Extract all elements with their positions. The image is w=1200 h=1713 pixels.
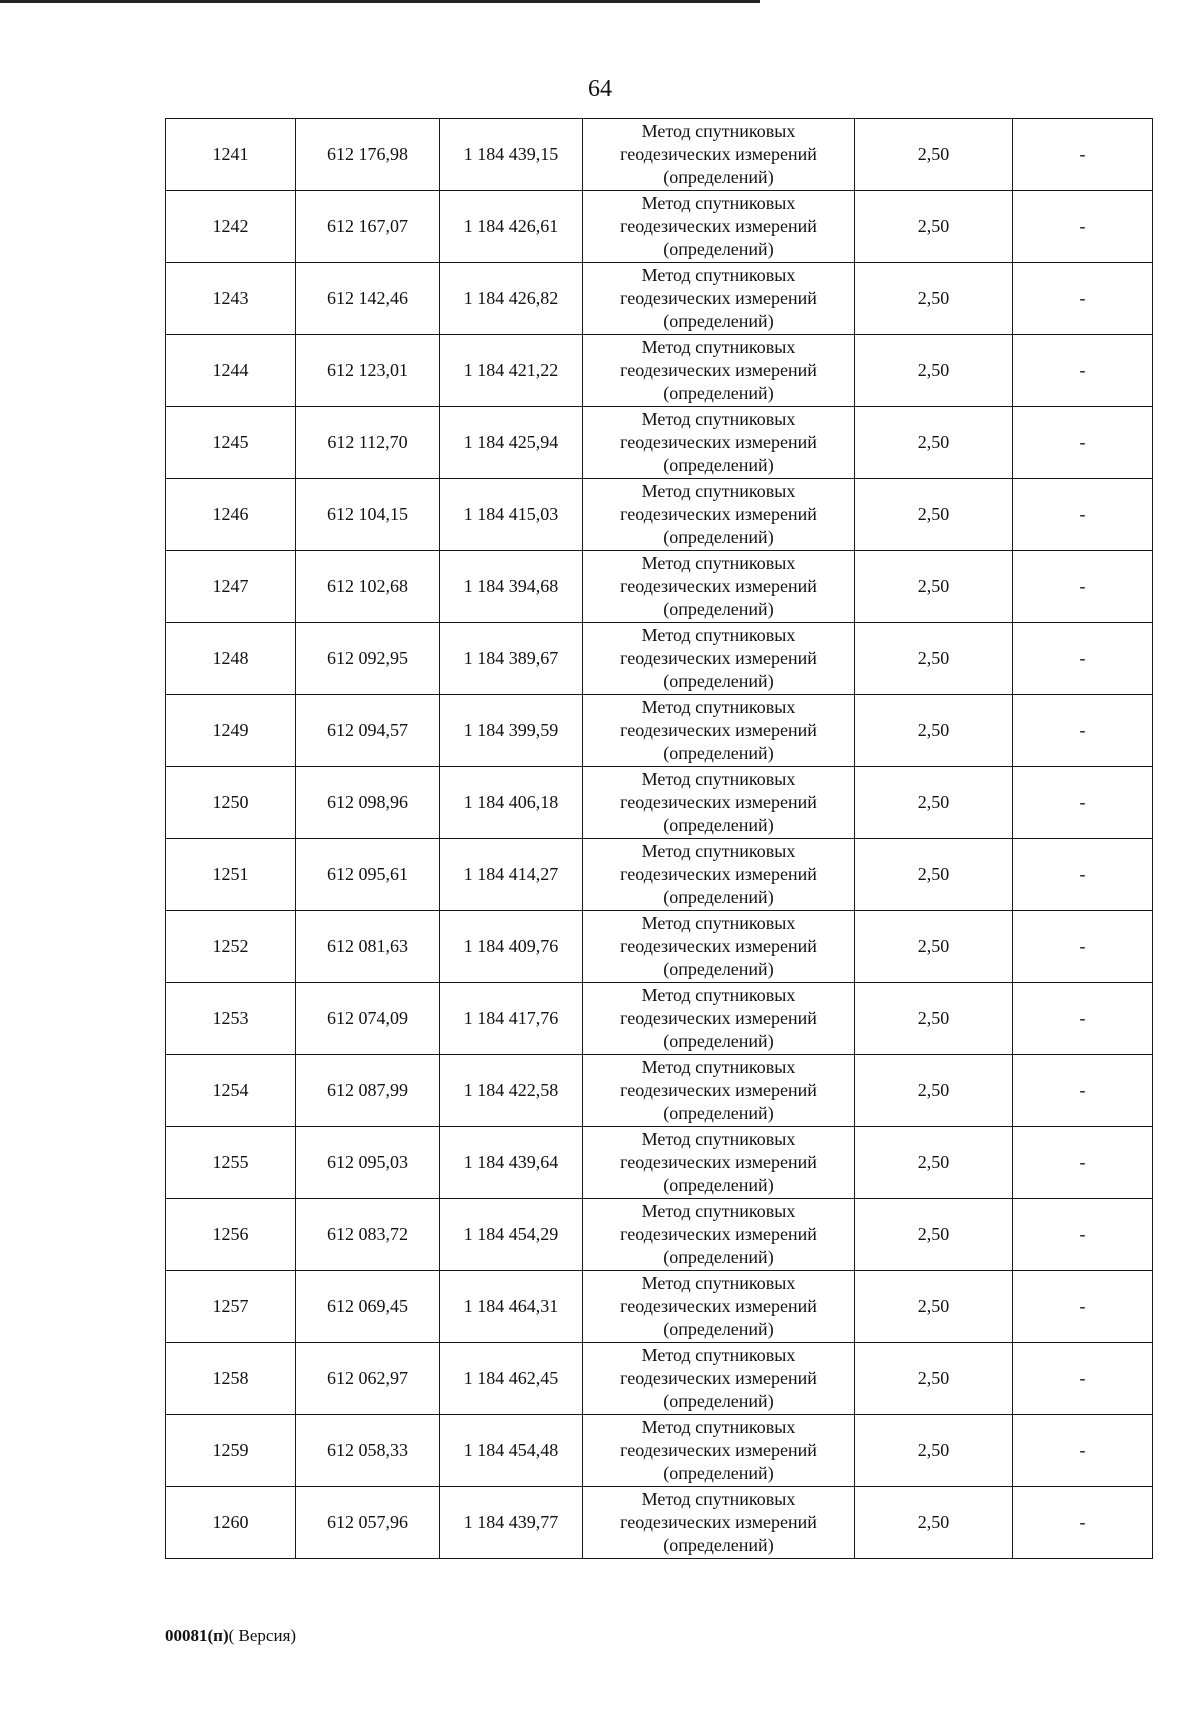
method-line-3: (определений) xyxy=(663,887,774,907)
accuracy-cell: 2,50 xyxy=(855,623,1013,695)
accuracy-cell: 2,50 xyxy=(855,263,1013,335)
x-coordinate-cell: 612 123,01 xyxy=(296,335,440,407)
method-line-2: геодезических измерений xyxy=(620,1008,817,1028)
x-coordinate-cell: 612 087,99 xyxy=(296,1055,440,1127)
method-line-2: геодезических измерений xyxy=(620,1152,817,1172)
method-line-2: геодезических измерений xyxy=(620,504,817,524)
point-number-cell: 1257 xyxy=(166,1271,296,1343)
note-cell: - xyxy=(1013,839,1153,911)
table-row xyxy=(166,191,1153,263)
method-line-1: Метод спутниковых xyxy=(641,409,796,429)
x-coordinate-cell: 612 112,70 xyxy=(296,407,440,479)
method-cell xyxy=(583,1487,855,1559)
method-cell xyxy=(583,911,855,983)
y-coordinate-cell: 1 184 389,67 xyxy=(440,623,583,695)
y-coordinate-cell: 1 184 439,64 xyxy=(440,1127,583,1199)
method-line-1: Метод спутниковых xyxy=(641,193,796,213)
accuracy-cell: 2,50 xyxy=(855,191,1013,263)
y-coordinate-cell: 1 184 415,03 xyxy=(440,479,583,551)
table-row xyxy=(166,1271,1153,1343)
y-coordinate-cell: 1 184 439,15 xyxy=(440,119,583,191)
point-number-cell: 1248 xyxy=(166,623,296,695)
method-line-2: геодезических измерений xyxy=(620,144,817,164)
note-cell: - xyxy=(1013,119,1153,191)
table-row xyxy=(166,695,1153,767)
point-number-cell: 1255 xyxy=(166,1127,296,1199)
method-line-1: Метод спутниковых xyxy=(641,1129,796,1149)
note-cell: - xyxy=(1013,1127,1153,1199)
note-cell: - xyxy=(1013,1055,1153,1127)
point-number-cell: 1252 xyxy=(166,911,296,983)
point-number-cell: 1249 xyxy=(166,695,296,767)
accuracy-cell: 2,50 xyxy=(855,695,1013,767)
accuracy-cell: 2,50 xyxy=(855,407,1013,479)
method-line-3: (определений) xyxy=(663,311,774,331)
note-cell: - xyxy=(1013,335,1153,407)
method-line-3: (определений) xyxy=(663,167,774,187)
method-line-3: (определений) xyxy=(663,527,774,547)
note-cell: - xyxy=(1013,1271,1153,1343)
y-coordinate-cell: 1 184 409,76 xyxy=(440,911,583,983)
y-coordinate-cell: 1 184 426,82 xyxy=(440,263,583,335)
method-line-1: Метод спутниковых xyxy=(641,337,796,357)
method-cell xyxy=(583,335,855,407)
x-coordinate-cell: 612 167,07 xyxy=(296,191,440,263)
x-coordinate-cell: 612 092,95 xyxy=(296,623,440,695)
accuracy-cell: 2,50 xyxy=(855,119,1013,191)
table-row xyxy=(166,911,1153,983)
note-cell: - xyxy=(1013,1487,1153,1559)
method-line-2: геодезических измерений xyxy=(620,1368,817,1388)
point-number-cell: 1256 xyxy=(166,1199,296,1271)
accuracy-cell: 2,50 xyxy=(855,1199,1013,1271)
method-line-1: Метод спутниковых xyxy=(641,913,796,933)
note-cell: - xyxy=(1013,983,1153,1055)
point-number-cell: 1253 xyxy=(166,983,296,1055)
x-coordinate-cell: 612 176,98 xyxy=(296,119,440,191)
method-cell xyxy=(583,407,855,479)
table-row xyxy=(166,263,1153,335)
page-number-text: 64 xyxy=(588,76,612,102)
point-number-cell: 1244 xyxy=(166,335,296,407)
table-row xyxy=(166,479,1153,551)
method-line-2: геодезических измерений xyxy=(620,792,817,812)
table-row xyxy=(166,1055,1153,1127)
x-coordinate-cell: 612 095,61 xyxy=(296,839,440,911)
method-line-3: (определений) xyxy=(663,1103,774,1123)
method-line-2: геодезических измерений xyxy=(620,432,817,452)
y-coordinate-cell: 1 184 421,22 xyxy=(440,335,583,407)
table-row xyxy=(166,623,1153,695)
accuracy-cell: 2,50 xyxy=(855,1487,1013,1559)
note-cell: - xyxy=(1013,623,1153,695)
accuracy-cell: 2,50 xyxy=(855,479,1013,551)
method-cell xyxy=(583,1271,855,1343)
method-cell xyxy=(583,1343,855,1415)
point-number-cell: 1241 xyxy=(166,119,296,191)
x-coordinate-cell: 612 098,96 xyxy=(296,767,440,839)
method-cell xyxy=(583,623,855,695)
method-line-1: Метод спутниковых xyxy=(641,1489,796,1509)
method-line-1: Метод спутниковых xyxy=(641,1417,796,1437)
point-number-cell: 1242 xyxy=(166,191,296,263)
table-body xyxy=(166,119,1153,1559)
method-cell xyxy=(583,551,855,623)
note-cell: - xyxy=(1013,263,1153,335)
note-cell: - xyxy=(1013,767,1153,839)
method-line-1: Метод спутниковых xyxy=(641,265,796,285)
method-line-1: Метод спутниковых xyxy=(641,1273,796,1293)
note-cell: - xyxy=(1013,407,1153,479)
method-line-2: геодезических измерений xyxy=(620,1440,817,1460)
note-cell: - xyxy=(1013,1343,1153,1415)
x-coordinate-cell: 612 104,15 xyxy=(296,479,440,551)
x-coordinate-cell: 612 074,09 xyxy=(296,983,440,1055)
method-cell xyxy=(583,191,855,263)
point-number-cell: 1260 xyxy=(166,1487,296,1559)
accuracy-cell: 2,50 xyxy=(855,335,1013,407)
accuracy-cell: 2,50 xyxy=(855,1271,1013,1343)
note-cell: - xyxy=(1013,191,1153,263)
y-coordinate-cell: 1 184 464,31 xyxy=(440,1271,583,1343)
form-code: 00081(п) xyxy=(165,1626,229,1645)
method-line-2: геодезических измерений xyxy=(620,1512,817,1532)
method-cell xyxy=(583,263,855,335)
method-line-2: геодезических измерений xyxy=(620,1296,817,1316)
accuracy-cell: 2,50 xyxy=(855,1343,1013,1415)
method-line-3: (определений) xyxy=(663,599,774,619)
point-number-cell: 1258 xyxy=(166,1343,296,1415)
y-coordinate-cell: 1 184 406,18 xyxy=(440,767,583,839)
method-line-3: (определений) xyxy=(663,1463,774,1483)
point-number-cell: 1243 xyxy=(166,263,296,335)
accuracy-cell: 2,50 xyxy=(855,839,1013,911)
x-coordinate-cell: 612 081,63 xyxy=(296,911,440,983)
x-coordinate-cell: 612 083,72 xyxy=(296,1199,440,1271)
x-coordinate-cell: 612 058,33 xyxy=(296,1415,440,1487)
point-number-cell: 1254 xyxy=(166,1055,296,1127)
x-coordinate-cell: 612 095,03 xyxy=(296,1127,440,1199)
accuracy-cell: 2,50 xyxy=(855,1055,1013,1127)
method-line-1: Метод спутниковых xyxy=(641,553,796,573)
method-line-2: геодезических измерений xyxy=(620,720,817,740)
table-row xyxy=(166,335,1153,407)
method-cell xyxy=(583,1415,855,1487)
table-row xyxy=(166,1199,1153,1271)
method-line-1: Метод спутниковых xyxy=(641,121,796,141)
method-line-3: (определений) xyxy=(663,1319,774,1339)
y-coordinate-cell: 1 184 417,76 xyxy=(440,983,583,1055)
x-coordinate-cell: 612 102,68 xyxy=(296,551,440,623)
point-number-cell: 1259 xyxy=(166,1415,296,1487)
x-coordinate-cell: 612 142,46 xyxy=(296,263,440,335)
method-line-2: геодезических измерений xyxy=(620,288,817,308)
method-line-2: геодезических измерений xyxy=(620,1080,817,1100)
coordinates-table xyxy=(165,118,1153,1559)
method-cell xyxy=(583,1127,855,1199)
note-cell: - xyxy=(1013,479,1153,551)
point-number-cell: 1251 xyxy=(166,839,296,911)
method-line-3: (определений) xyxy=(663,1175,774,1195)
y-coordinate-cell: 1 184 414,27 xyxy=(440,839,583,911)
method-line-1: Метод спутниковых xyxy=(641,1201,796,1221)
method-line-1: Метод спутниковых xyxy=(641,841,796,861)
accuracy-cell: 2,50 xyxy=(855,911,1013,983)
note-cell: - xyxy=(1013,551,1153,623)
method-cell xyxy=(583,983,855,1055)
method-line-1: Метод спутниковых xyxy=(641,769,796,789)
method-line-3: (определений) xyxy=(663,959,774,979)
method-line-2: геодезических измерений xyxy=(620,576,817,596)
y-coordinate-cell: 1 184 394,68 xyxy=(440,551,583,623)
method-line-2: геодезических измерений xyxy=(620,216,817,236)
method-line-3: (определений) xyxy=(663,743,774,763)
method-line-3: (определений) xyxy=(663,239,774,259)
method-cell xyxy=(583,767,855,839)
method-cell xyxy=(583,1199,855,1271)
top-rule xyxy=(0,0,760,3)
accuracy-cell: 2,50 xyxy=(855,983,1013,1055)
method-line-3: (определений) xyxy=(663,1391,774,1411)
method-line-3: (определений) xyxy=(663,455,774,475)
y-coordinate-cell: 1 184 454,29 xyxy=(440,1199,583,1271)
note-cell: - xyxy=(1013,1199,1153,1271)
y-coordinate-cell: 1 184 439,77 xyxy=(440,1487,583,1559)
footer-document-code xyxy=(165,1625,296,1647)
method-line-3: (определений) xyxy=(663,1247,774,1267)
page-number xyxy=(0,74,1200,104)
table-row xyxy=(166,839,1153,911)
method-line-1: Метод спутниковых xyxy=(641,625,796,645)
method-cell xyxy=(583,479,855,551)
table-row xyxy=(166,767,1153,839)
point-number-cell: 1247 xyxy=(166,551,296,623)
x-coordinate-cell: 612 069,45 xyxy=(296,1271,440,1343)
table-row xyxy=(166,407,1153,479)
method-line-3: (определений) xyxy=(663,671,774,691)
note-cell: - xyxy=(1013,911,1153,983)
y-coordinate-cell: 1 184 425,94 xyxy=(440,407,583,479)
y-coordinate-cell: 1 184 462,45 xyxy=(440,1343,583,1415)
accuracy-cell: 2,50 xyxy=(855,1127,1013,1199)
method-line-1: Метод спутниковых xyxy=(641,481,796,501)
accuracy-cell: 2,50 xyxy=(855,1415,1013,1487)
note-cell: - xyxy=(1013,1415,1153,1487)
method-cell xyxy=(583,839,855,911)
accuracy-cell: 2,50 xyxy=(855,767,1013,839)
x-coordinate-cell: 612 057,96 xyxy=(296,1487,440,1559)
method-line-1: Метод спутниковых xyxy=(641,697,796,717)
method-line-3: (определений) xyxy=(663,1535,774,1555)
version-label: ( Версия) xyxy=(228,1626,297,1645)
y-coordinate-cell: 1 184 422,58 xyxy=(440,1055,583,1127)
method-line-3: (определений) xyxy=(663,383,774,403)
note-cell: - xyxy=(1013,695,1153,767)
method-cell xyxy=(583,119,855,191)
method-line-2: геодезических измерений xyxy=(620,648,817,668)
table-row xyxy=(166,983,1153,1055)
y-coordinate-cell: 1 184 399,59 xyxy=(440,695,583,767)
method-line-1: Метод спутниковых xyxy=(641,1057,796,1077)
method-line-3: (определений) xyxy=(663,1031,774,1051)
method-line-3: (определений) xyxy=(663,815,774,835)
table-row xyxy=(166,1487,1153,1559)
method-line-1: Метод спутниковых xyxy=(641,985,796,1005)
method-cell xyxy=(583,1055,855,1127)
method-line-1: Метод спутниковых xyxy=(641,1345,796,1365)
table-row xyxy=(166,1415,1153,1487)
x-coordinate-cell: 612 062,97 xyxy=(296,1343,440,1415)
table-row xyxy=(166,1127,1153,1199)
point-number-cell: 1246 xyxy=(166,479,296,551)
accuracy-cell: 2,50 xyxy=(855,551,1013,623)
table-row xyxy=(166,119,1153,191)
point-number-cell: 1245 xyxy=(166,407,296,479)
table-row xyxy=(166,551,1153,623)
y-coordinate-cell: 1 184 454,48 xyxy=(440,1415,583,1487)
method-line-2: геодезических измерений xyxy=(620,936,817,956)
table-row xyxy=(166,1343,1153,1415)
method-line-2: геодезических измерений xyxy=(620,864,817,884)
method-cell xyxy=(583,695,855,767)
y-coordinate-cell: 1 184 426,61 xyxy=(440,191,583,263)
point-number-cell: 1250 xyxy=(166,767,296,839)
method-line-2: геодезических измерений xyxy=(620,360,817,380)
method-line-2: геодезических измерений xyxy=(620,1224,817,1244)
x-coordinate-cell: 612 094,57 xyxy=(296,695,440,767)
